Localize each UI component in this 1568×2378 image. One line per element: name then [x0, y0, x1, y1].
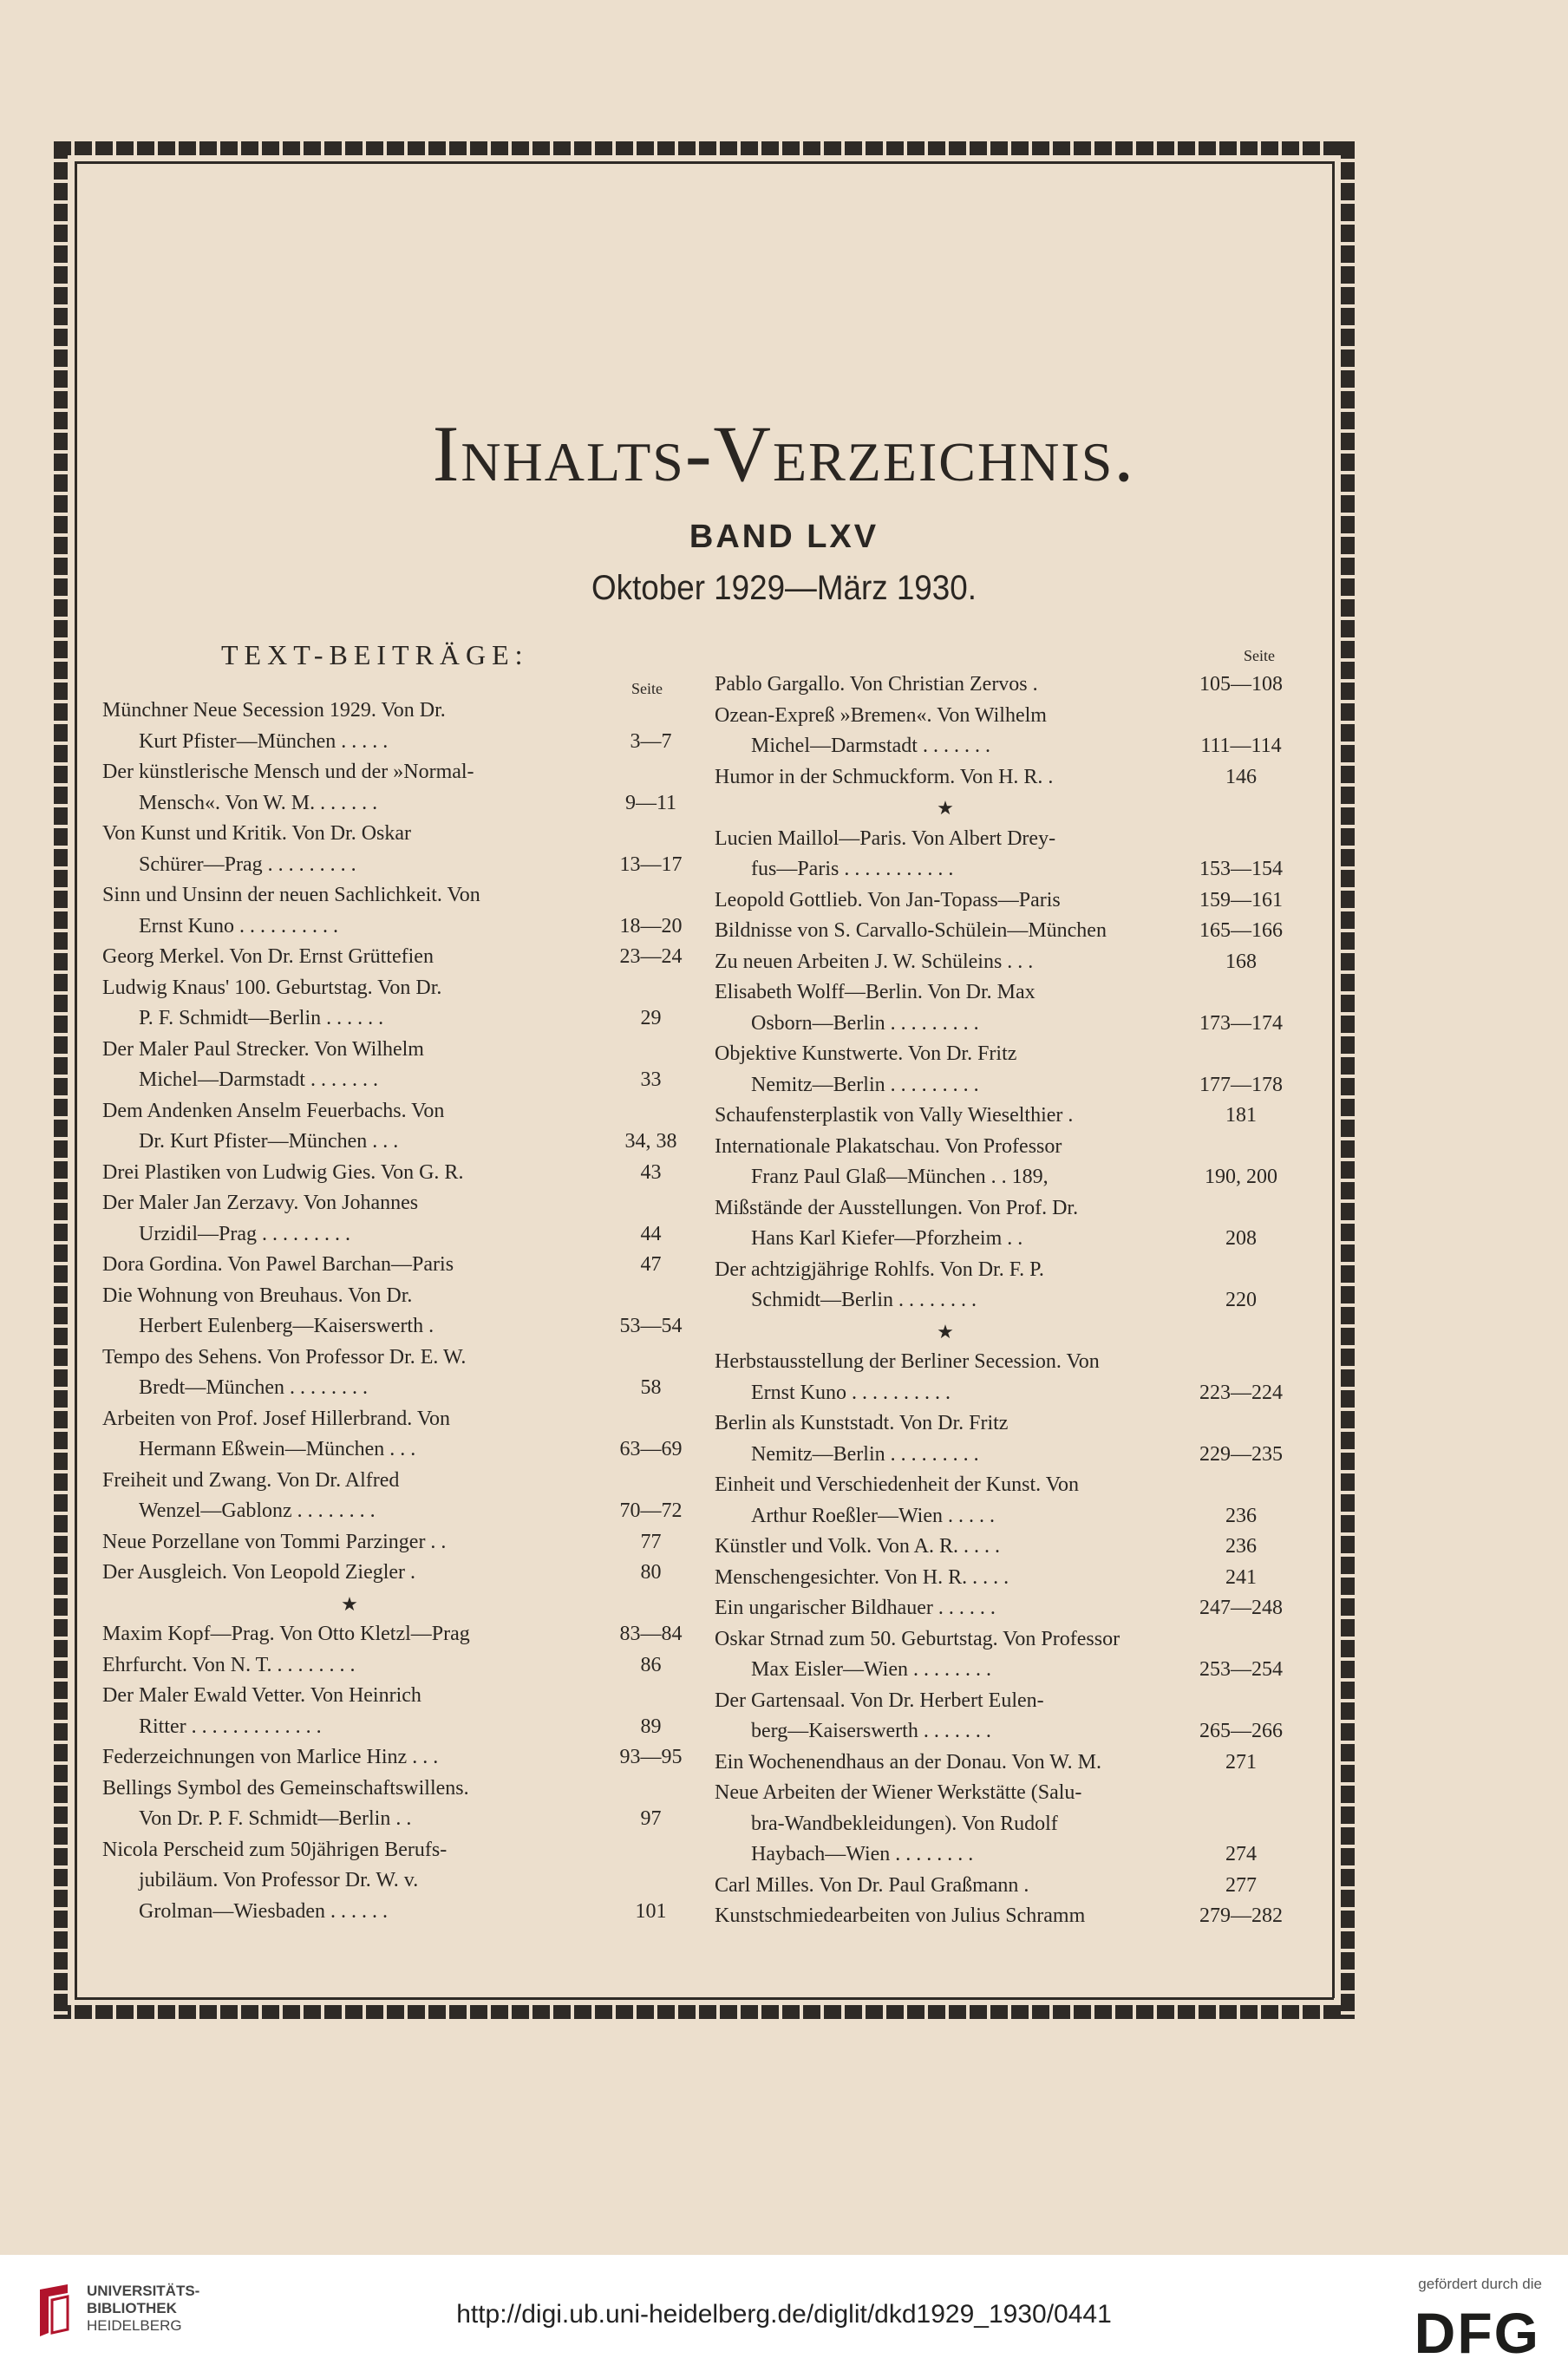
toc-entry: [715, 1593, 1306, 1624]
toc-entry-pages: 229—235: [1199, 1442, 1283, 1466]
toc-entry-line: Grolman—Wiesbaden . . . . . .: [139, 1899, 388, 1923]
toc-entry-line: Nicola Perscheid zum 50jährigen Berufs-: [102, 1838, 448, 1861]
toc-entry-line: Ernst Kuno . . . . . . . . . .: [751, 1381, 951, 1404]
toc-entry-line: Der künstlerische Mensch und der »Normal-: [102, 761, 474, 783]
inner-rule-bottom: [75, 1997, 1334, 2000]
toc-entry-line: Dora Gordina. Von Pawel Barchan—Paris: [102, 1253, 454, 1276]
toc-entry-line: Ozean-Expreß »Bremen«. Von Wilhelm: [715, 703, 1047, 727]
toc-entry: [102, 1343, 701, 1404]
toc-entry-line: Der achtzigjährige Rohlfs. Von Dr. F. P.: [715, 1258, 1044, 1281]
volume-label: BAND LXV: [689, 519, 879, 555]
toc-entry-line: Leopold Gottlieb. Von Jan-Topass—Paris: [715, 888, 1061, 911]
toc-entry-pages: 83—84: [619, 1623, 683, 1645]
toc-entry-pages: 190, 200: [1205, 1166, 1277, 1188]
toc-entry: [102, 757, 701, 819]
toc-entry-line: Maxim Kopf—Prag. Von Otto Kletzl—Prag: [102, 1623, 470, 1645]
toc-entry-pages: 43: [640, 1160, 662, 1184]
toc-entry-line: Georg Merkel. Von Dr. Ernst Grüttefien: [102, 945, 434, 968]
toc-entry-line: Objektive Kunstwerte. Von Dr. Fritz: [715, 1042, 1017, 1065]
toc-entry-line: Neue Arbeiten der Wiener Werkstätte (Salu-: [715, 1781, 1082, 1804]
toc-entry-line: Oskar Strnad zum 50. Geburtstag. Von Professor: [715, 1627, 1120, 1650]
toc-entry-line: Schürer—Prag . . . . . . . . .: [139, 853, 356, 876]
toc-entry: [715, 885, 1306, 917]
toc-entry-line: bra-Wandbekleidungen). Von Rudolf: [751, 1812, 1058, 1835]
toc-entry-pages: 53—54: [619, 1315, 683, 1337]
toc-entry-pages: 168: [1225, 950, 1257, 973]
toc-entry-pages: 101: [635, 1899, 667, 1923]
toc-entry-pages: 33: [640, 1068, 662, 1091]
toc-entry-line: Künstler und Volk. Von A. R. . . . .: [715, 1535, 1000, 1558]
toc-entry: [102, 1681, 701, 1742]
section-separator-star: ★: [341, 1592, 358, 1615]
toc-entry: [715, 762, 1306, 794]
toc-entry-line: Pablo Gargallo. Von Christian Zervos .: [715, 673, 1038, 696]
toc-entry-line: Wenzel—Gablonz . . . . . . . .: [139, 1499, 376, 1522]
toc-entry-line: Sinn und Unsinn der neuen Sachlichkeit. Von: [102, 884, 480, 906]
toc-entry-line: Berlin als Kunststadt. Von Dr. Fritz: [715, 1412, 1009, 1434]
toc-entry: [715, 977, 1306, 1039]
toc-entry-pages: 236: [1225, 1504, 1257, 1527]
toc-entry-pages: 223—224: [1199, 1381, 1283, 1404]
toc-entry-line: jubiläum. Von Professor Dr. W. v.: [139, 1869, 419, 1891]
toc-entry: [715, 824, 1306, 885]
toc-entry: [102, 1096, 701, 1158]
toc-column-right: [715, 670, 1306, 1932]
toc-entry-line: Kunstschmiedearbeiten von Julius Schramm: [715, 1904, 1086, 1927]
toc-entry-line: Federzeichnungen von Marlice Hinz . . .: [102, 1746, 439, 1768]
toc-entry-line: Michel—Darmstadt . . . . . . .: [139, 1068, 378, 1091]
toc-entry-line: Von Kunst und Kritik. Von Dr. Oskar: [102, 822, 412, 845]
section-separator-star: ★: [937, 1320, 954, 1343]
toc-entry-line: Osborn—Berlin . . . . . . . . .: [751, 1011, 979, 1035]
toc-entry-line: berg—Kaiserswerth . . . . . . .: [751, 1720, 991, 1742]
toc-entry-line: Herbstausstellung der Berliner Secession. Von: [715, 1350, 1100, 1373]
toc-entry: [102, 1250, 701, 1281]
toc-entry-line: Ein Wochenendhaus an der Donau. Von W. M.: [715, 1750, 1102, 1774]
toc-entry-pages: 265—266: [1199, 1720, 1283, 1742]
toc-entry: [102, 1619, 701, 1650]
toc-entry-pages: 63—69: [619, 1438, 683, 1460]
ub-line-1: UNIVERSITÄTS-: [87, 2283, 200, 2299]
toc-entry: [102, 942, 701, 973]
date-range: Oktober 1929—März 1930.: [591, 569, 977, 607]
ub-line-3: HEIDELBERG: [87, 2317, 182, 2334]
toc-entry-line: Haybach—Wien . . . . . . . .: [751, 1843, 974, 1865]
toc-entry-line: Bellings Symbol des Gemeinschaftswillens.: [102, 1776, 469, 1800]
toc-entry-pages: 271: [1225, 1750, 1257, 1774]
toc-entry-line: Elisabeth Wolff—Berlin. Von Dr. Max: [715, 981, 1036, 1003]
toc-entry-pages: 34, 38: [624, 1130, 677, 1153]
toc-entry: [715, 670, 1306, 701]
section-heading: TEXT-BEITRÄGE:: [221, 639, 529, 670]
toc-entry-line: Arbeiten von Prof. Josef Hillerbrand. Von: [102, 1407, 451, 1430]
toc-entry: [715, 1193, 1306, 1255]
dfg-caption: gefördert durch die: [1418, 2276, 1542, 2292]
toc-entry-line: Dr. Kurt Pfister—München . . .: [139, 1130, 399, 1153]
toc-column-left: [102, 696, 701, 1927]
toc-entry-line: Von Dr. P. F. Schmidt—Berlin . .: [139, 1807, 412, 1830]
toc-entry: [102, 1774, 701, 1835]
toc-entry-line: Neue Porzellane von Tommi Parzinger . .: [102, 1530, 447, 1553]
toc-entry-line: Urzidil—Prag . . . . . . . . .: [139, 1222, 350, 1245]
toc-entry-line: Der Gartensaal. Von Dr. Herbert Eulen-: [715, 1689, 1044, 1712]
toc-entry-line: Internationale Plakatschau. Von Professor: [715, 1134, 1062, 1158]
toc-entry-pages: 3—7: [630, 729, 672, 753]
toc-entry-pages: 279—282: [1199, 1904, 1283, 1927]
toc-entry-line: Carl Milles. Von Dr. Paul Graßmann .: [715, 1873, 1029, 1897]
toc-entry-pages: 159—161: [1199, 888, 1283, 911]
toc-entry: [715, 1686, 1306, 1748]
toc-entry-line: Der Maler Ewald Vetter. Von Heinrich: [102, 1684, 421, 1707]
toc-entry: [102, 1035, 701, 1096]
toc-entry: [715, 916, 1306, 947]
toc-entry-line: Max Eisler—Wien . . . . . . . .: [751, 1658, 991, 1681]
toc-entry-pages: 165—166: [1199, 919, 1283, 942]
toc-entry: [102, 1188, 701, 1250]
toc-entry-pages: 253—254: [1199, 1658, 1283, 1681]
toc-entry: [715, 1408, 1306, 1470]
toc-entry-pages: 236: [1225, 1535, 1257, 1558]
page-title: Inhalts-Verzeichnis.: [432, 409, 1136, 498]
toc-entry-line: Ehrfurcht. Von N. T. . . . . . . . .: [102, 1653, 356, 1676]
toc-entry-pages: 208: [1225, 1227, 1257, 1250]
toc-entry-line: Der Maler Jan Zerzavy. Von Johannes: [102, 1192, 419, 1214]
toc-entry-line: Die Wohnung von Breuhaus. Von Dr.: [102, 1284, 413, 1307]
toc-entry-line: Ludwig Knaus' 100. Geburtstag. Von Dr.: [102, 976, 442, 999]
toc-entry-line: Michel—Darmstadt . . . . . . .: [751, 735, 990, 757]
toc-entry: [715, 1039, 1306, 1101]
toc-entry-line: Mensch«. Von W. M. . . . . . .: [139, 791, 378, 814]
toc-entry-line: Herbert Eulenberg—Kaiserswerth .: [139, 1315, 434, 1337]
toc-entry-pages: 13—17: [619, 853, 683, 876]
toc-entry-pages: 241: [1225, 1565, 1257, 1589]
toc-entry-pages: 70—72: [619, 1499, 683, 1522]
toc-entry-pages: 86: [640, 1653, 662, 1676]
inner-rule-top: [75, 161, 1334, 164]
toc-entry-pages: 97: [640, 1807, 662, 1830]
toc-entry-line: Nemitz—Berlin . . . . . . . . .: [751, 1442, 979, 1466]
toc-entry: [102, 1527, 701, 1558]
toc-entry-line: Bildnisse von S. Carvallo-Schülein—München: [715, 919, 1107, 942]
toc-entry: [715, 1748, 1306, 1779]
toc-entry-line: Ernst Kuno . . . . . . . . . .: [139, 914, 338, 937]
toc-entry-pages: 146: [1225, 765, 1257, 788]
ub-line-2: BIBLIOTHEK: [87, 2300, 177, 2316]
toc-entry-pages: 277: [1225, 1873, 1257, 1897]
toc-entry-line: Hans Karl Kiefer—Pforzheim . .: [751, 1227, 1023, 1250]
toc-entry-line: Arthur Roeßler—Wien . . . . .: [751, 1504, 995, 1527]
toc-entry: [102, 880, 701, 942]
toc-entry: [102, 1835, 701, 1928]
toc-entry-line: Tempo des Sehens. Von Professor Dr. E. W.: [102, 1345, 467, 1369]
toc-entry: [715, 1132, 1306, 1193]
toc-entry-pages: 177—178: [1199, 1073, 1283, 1096]
section-separator-star: ★: [937, 797, 954, 819]
toc-entry: [715, 947, 1306, 978]
toc-entry-line: P. F. Schmidt—Berlin . . . . . .: [139, 1007, 384, 1029]
toc-entry-line: Dem Andenken Anselm Feuerbachs. Von: [102, 1099, 445, 1122]
toc-entry-pages: 44: [640, 1222, 662, 1245]
toc-entry: [715, 701, 1306, 762]
toc-entry: [102, 973, 701, 1035]
toc-entry: [715, 1901, 1306, 1932]
toc-entry-line: Ritter . . . . . . . . . . . . .: [139, 1715, 322, 1738]
toc-entry-pages: 105—108: [1199, 673, 1283, 696]
toc-entry-line: Hermann Eßwein—München . . .: [139, 1438, 416, 1460]
toc-entry-pages: 29: [640, 1007, 662, 1029]
ornamental-border-top: [54, 141, 1355, 155]
toc-entry-line: Bredt—München . . . . . . . .: [139, 1376, 368, 1399]
toc-entry: [715, 1778, 1306, 1871]
toc-entry: [102, 1158, 701, 1189]
ornamental-border-bottom: [54, 2005, 1355, 2019]
permalink-url[interactable]: http://digi.ub.uni-heidelberg.de/diglit/dkd1929_1930/0441: [456, 2300, 1112, 2329]
toc-entry-pages: 18—20: [619, 914, 683, 937]
toc-entry-pages: 93—95: [619, 1746, 683, 1768]
toc-entry: [715, 1470, 1306, 1532]
toc-entry-line: Kurt Pfister—München . . . . .: [139, 729, 389, 753]
toc-entry-line: Mißstände der Ausstellungen. Von Prof. Dr.: [715, 1196, 1079, 1219]
seite-label-right: Seite: [1244, 647, 1275, 664]
toc-entry-line: Nemitz—Berlin . . . . . . . . .: [751, 1073, 979, 1096]
toc-entry-pages: 23—24: [619, 945, 683, 968]
toc-entry: [102, 1404, 701, 1466]
toc-entry-pages: 9—11: [624, 791, 677, 814]
toc-entry-line: Ein ungarischer Bildhauer . . . . . .: [715, 1597, 996, 1619]
toc-entry-line: Der Ausgleich. Von Leopold Ziegler .: [102, 1561, 416, 1584]
toc-entry-line: Zu neuen Arbeiten J. W. Schüleins . . .: [715, 950, 1034, 973]
toc-entry: [715, 1871, 1306, 1902]
toc-entry: [715, 1532, 1306, 1563]
toc-entry: [715, 1624, 1306, 1686]
toc-entry-pages: 153—154: [1199, 858, 1283, 880]
toc-entry-pages: 111—114: [1200, 735, 1282, 757]
toc-entry-pages: 77: [640, 1530, 662, 1553]
toc-entry-pages: 47: [640, 1253, 662, 1276]
toc-entry: [715, 1101, 1306, 1132]
toc-entry-line: Menschengesichter. Von H. R. . . . .: [715, 1565, 1009, 1589]
digitization-footer: [0, 2255, 1568, 2378]
toc-entry: [715, 1347, 1306, 1408]
toc-entry-pages: 220: [1225, 1289, 1257, 1311]
toc-entry: [102, 1281, 701, 1343]
toc-entry-pages: 89: [640, 1715, 662, 1738]
toc-entry-line: Lucien Maillol—Paris. Von Albert Drey-: [715, 826, 1056, 850]
toc-entry: [715, 1563, 1306, 1594]
toc-entry-line: Münchner Neue Secession 1929. Von Dr.: [102, 699, 446, 722]
dfg-logo: DFG: [1414, 2301, 1540, 2365]
toc-entry-pages: 274: [1225, 1843, 1257, 1865]
toc-entry-line: Schmidt—Berlin . . . . . . . .: [751, 1289, 977, 1311]
toc-entry-pages: 80: [640, 1561, 662, 1584]
toc-entry-pages: 181: [1225, 1104, 1257, 1127]
toc-entry-line: Franz Paul Glaß—München . . 189,: [751, 1166, 1049, 1188]
toc-entry-line: Schaufensterplastik von Vally Wieselthier .: [715, 1104, 1074, 1127]
toc-entry-pages: 173—174: [1199, 1011, 1283, 1035]
toc-entry: [102, 1742, 701, 1774]
toc-entry-line: Freiheit und Zwang. Von Dr. Alfred: [102, 1468, 400, 1492]
toc-entry-line: fus—Paris . . . . . . . . . . .: [751, 858, 954, 880]
toc-entry: [715, 1255, 1306, 1316]
toc-entry: [102, 1558, 701, 1589]
toc-entry-line: Drei Plastiken von Ludwig Gies. Von G. R.: [102, 1160, 464, 1184]
toc-entry: [102, 819, 701, 880]
toc-entry-pages: 247—248: [1199, 1597, 1283, 1619]
toc-entry-line: Humor in der Schmuckform. Von H. R. .: [715, 765, 1054, 788]
seite-label-left: Seite: [631, 680, 663, 697]
toc-entry: [102, 1466, 701, 1527]
toc-entry: [102, 1650, 701, 1682]
toc-entry-line: Einheit und Verschiedenheit der Kunst. Von: [715, 1473, 1079, 1496]
toc-entry-pages: 58: [640, 1376, 662, 1399]
toc-entry-line: Der Maler Paul Strecker. Von Wilhelm: [102, 1037, 424, 1061]
toc-entry: [102, 696, 701, 757]
